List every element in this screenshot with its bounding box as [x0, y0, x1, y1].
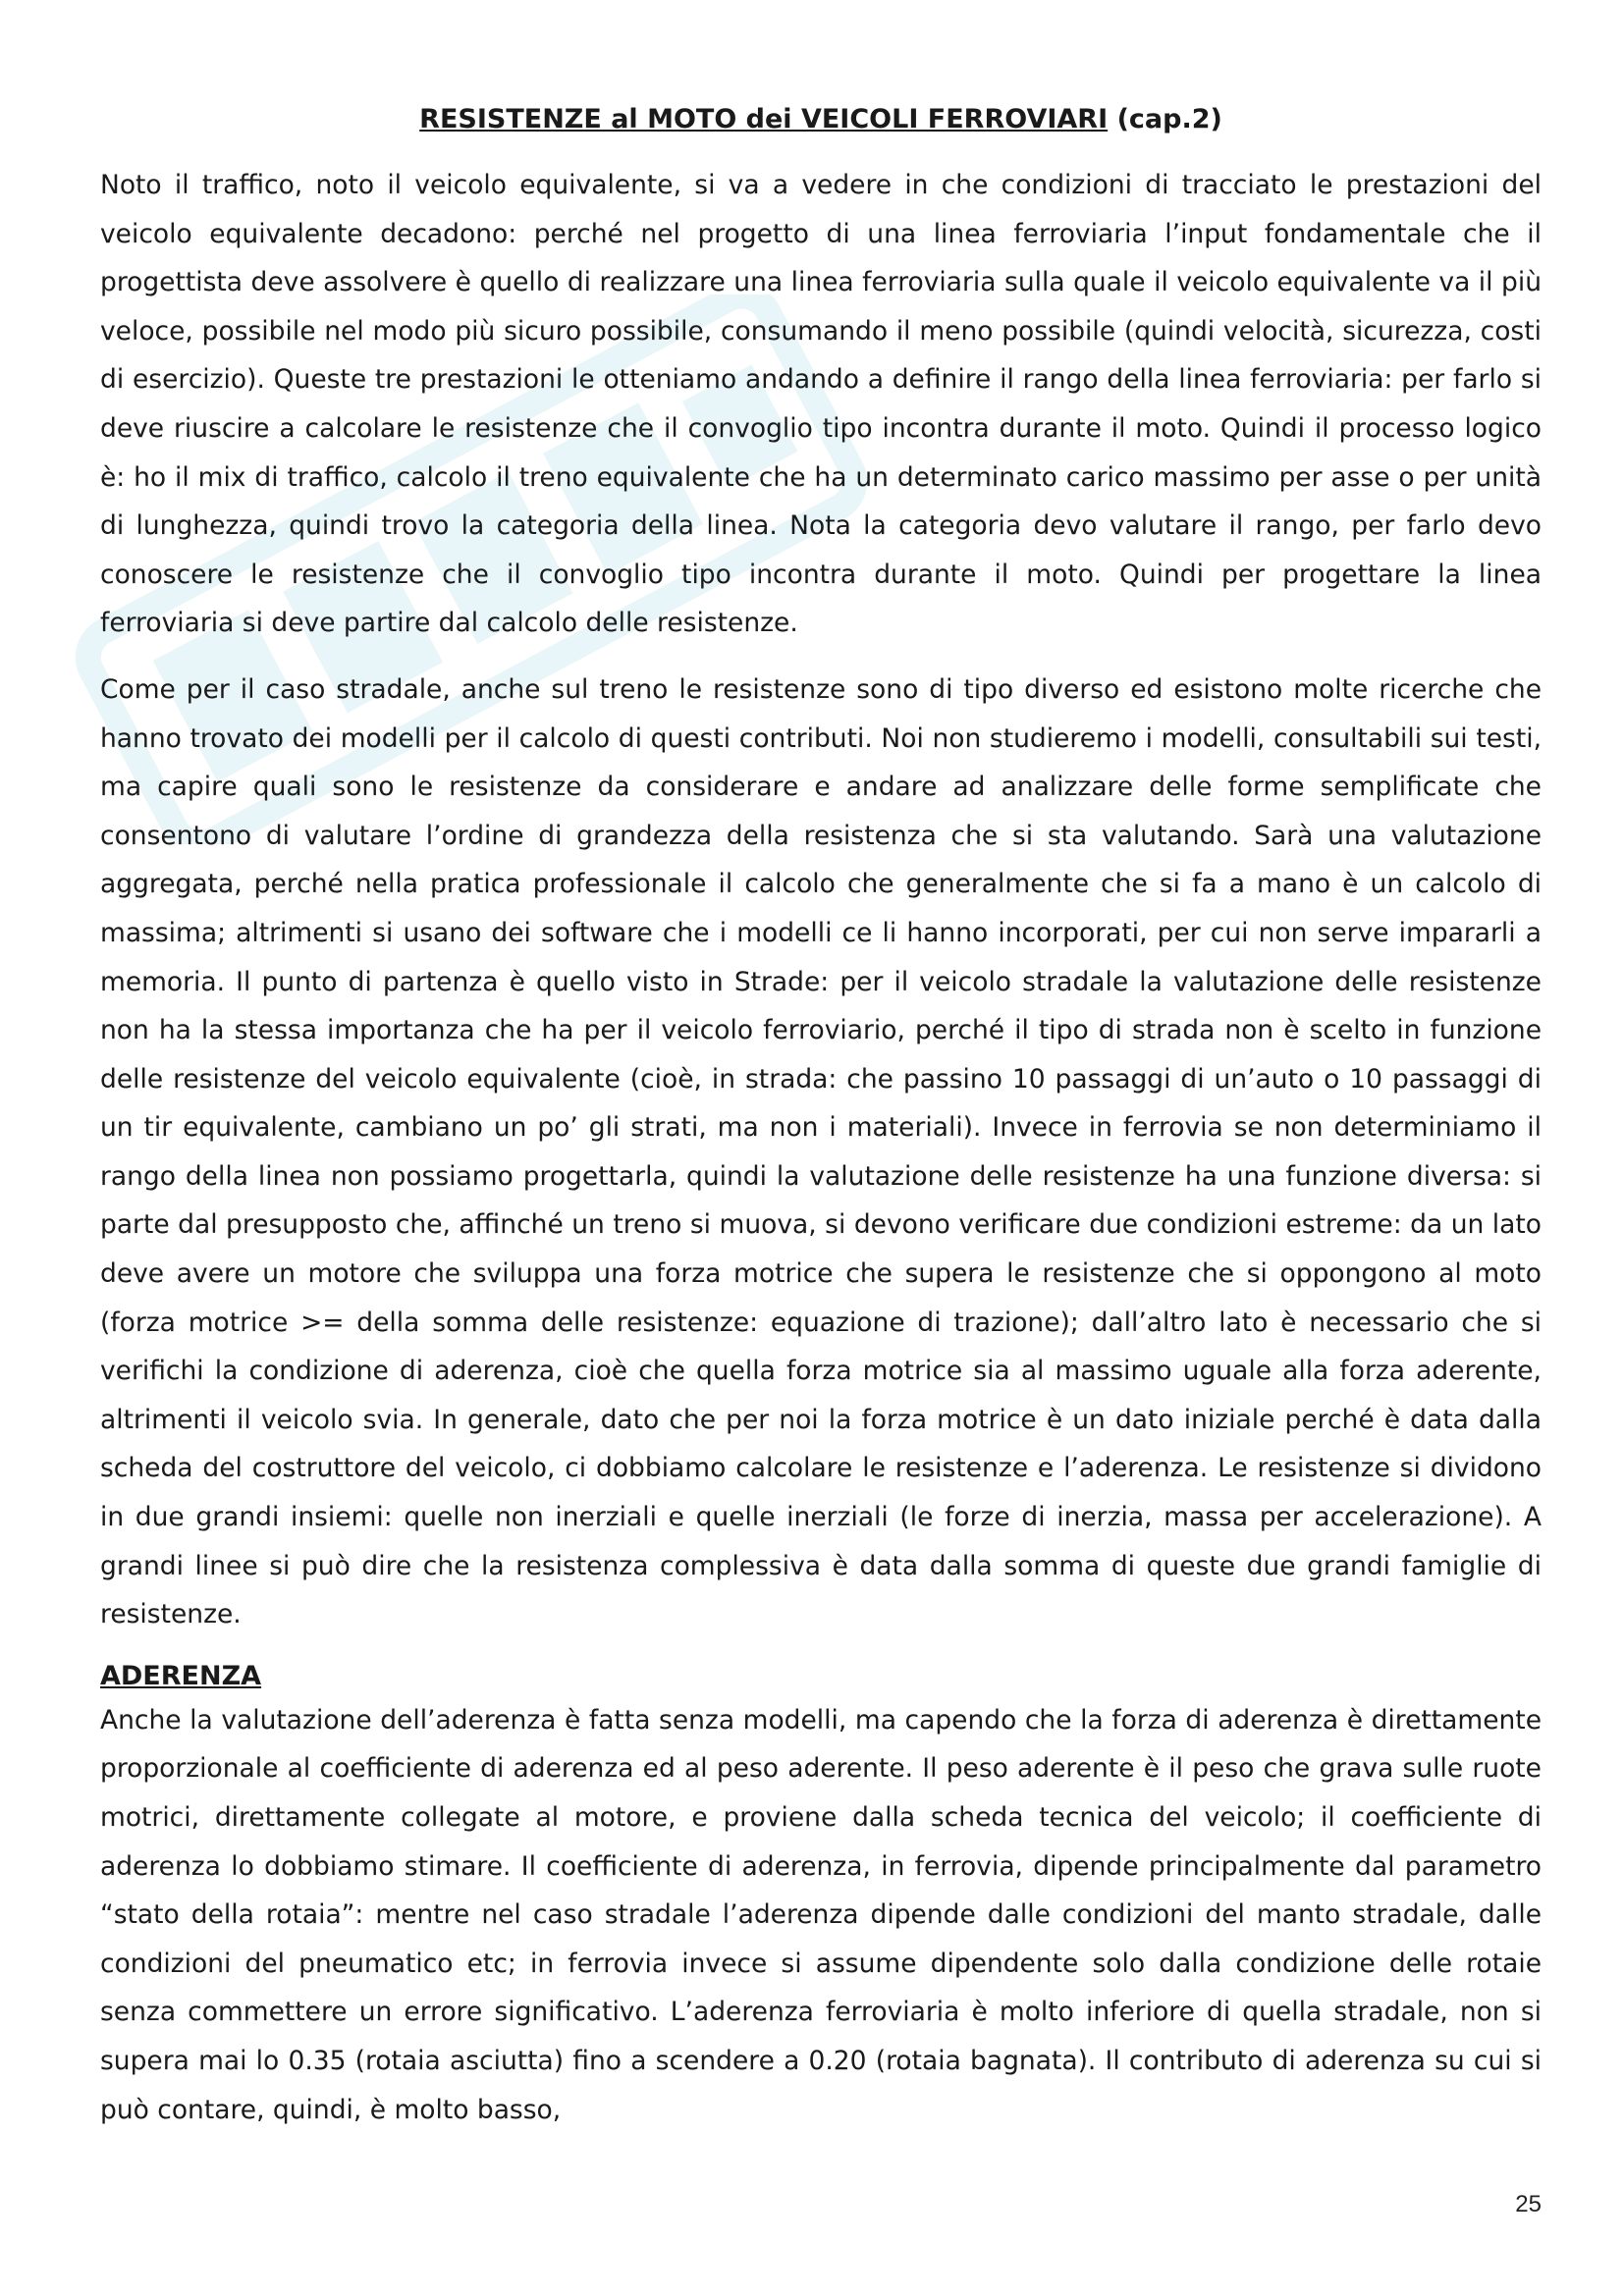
section-heading-aderenza: ADERENZA [100, 1660, 262, 1691]
paragraph-resistenze: Come per il caso stradale, anche sul treno le resistenze sono di tipo diverso ed esistono molte ricerche che hanno trovato dei modelli per il calcolo di questi contributi. Noi non studieremo i modelli, consultabili sui testi, ma capire quali sono le resistenze da considerare e andare ad analizzare delle forme semplificate che consentono di valutare l’ordine di grandezza della resistenza che si sta valutando. Sarà una valutazione aggregata, perché nella pratica professionale il calcolo che generalmente che si fa a mano è un calcolo di massima; altrimenti si usano dei software che i modelli ce li hanno incorporati, per cui non serve impararli a memoria. Il punto di partenza è quello visto in Strade: per il veicolo stradale la valutazione delle resistenze non ha la stessa importanza che ha per il veicolo ferroviario, perché il tipo di strada non è scelto in funzione delle resistenze del veicolo equivalente (cioè, in strada: che passino 10 passaggi di un’auto o 10 passaggi di un tir equivalente, cambiano un po’ gli strati, ma non i materiali). Invece in ferrovia se non determiniamo il rango della linea non possiamo progettarla, quindi la valutazione delle resistenze ha una funzione diversa: si parte dal presupposto che, affinché un treno si muova, si devono verificare due condizioni estreme: da un lato deve avere un motore che sviluppa una forza motrice che supera le resistenze che si oppongono al moto (forza motrice >= della somma delle resistenze: equazione di trazione); dall’altro lato è necessario che si verifichi la condizione di aderenza, cioè che quella forza motrice sia al massimo uguale alla forza aderente, altrimenti il veicolo svia. In generale, dato che per noi la forza motrice è un dato iniziale perché è data dalla scheda del costruttore del veicolo, ci dobbiamo calcolare le resistenze e l’aderenza. Le resistenze si dividono in due grandi insiemi: quelle non inerziali e quelle inerziali (le forze di inerzia, massa per accelerazione). A grandi linee si può dire che la resistenza complessiva è data dalla somma di queste due grandi famiglie di resistenze. [100, 673, 1542, 1630]
page-number: 25 [1515, 2191, 1542, 2217]
document-page [100, 102, 1542, 2152]
paragraph-intro: Noto il traffico, noto il veicolo equivalente, si va a vedere in che condizioni di tracciato le prestazioni del veicolo equivalente decadono: perché nel progetto di una linea ferroviaria l’input fondamentale che il progettista deve assolvere è quello di realizzare una linea ferroviaria sulla quale il veicolo equivalente va il più veloce, possibile nel modo più sicuro possibile, consumando il meno possibile (quindi velocità, sicurezza, costi di esercizio). Queste tre prestazioni le otteniamo andando a definire il rango della linea ferroviaria: per farlo si deve riuscire a calcolare le resistenze che il convoglio tipo incontra durante il moto. Quindi il processo logico è: ho il mix di traffico, calcolo il treno equivalente che ha un determinato carico massimo per asse o per unità di lunghezza, quindi trovo la categoria della linea. Nota la categoria devo valutare il rango, per farlo devo conoscere le resistenze che il convoglio tipo incontra durante il moto. Quindi per progettare la linea ferroviaria si deve partire dal calcolo delle resistenze. [100, 170, 1542, 639]
page-title [100, 102, 1542, 137]
title-main: RESISTENZE al MOTO dei VEICOLI FERROVIARI [419, 104, 1109, 134]
paragraph-aderenza: Anche la valutazione dell’aderenza è fatta senza modelli, ma capendo che la forza di aderenza è direttamente proporzionale al coefficiente di aderenza ed al peso aderente. Il peso aderente è il peso che grava sulle ruote motrici, direttamente collegate al motore, e proviene dalla scheda tecnica del veicolo; il coefficiente di aderenza lo dobbiamo stimare. Il coefficiente di aderenza, in ferrovia, dipende principalmente dal parametro “stato della rotaia”: mentre nel caso stradale l’aderenza dipende dalle condizioni del manto stradale, dalle condizioni del pneumatico etc; in ferrovia invece si assume dipendente solo dalla condizione delle rotaie senza commettere un errore significativo. L’aderenza ferroviaria è molto inferiore di quella stradale, non si supera mai lo 0.35 (rotaia asciutta) fino a scendere a 0.20 (rotaia bagnata). Il contributo di aderenza su cui si può contare, quindi, è molto basso, [100, 1704, 1542, 2125]
title-chapter: (cap.2) [1116, 104, 1222, 134]
